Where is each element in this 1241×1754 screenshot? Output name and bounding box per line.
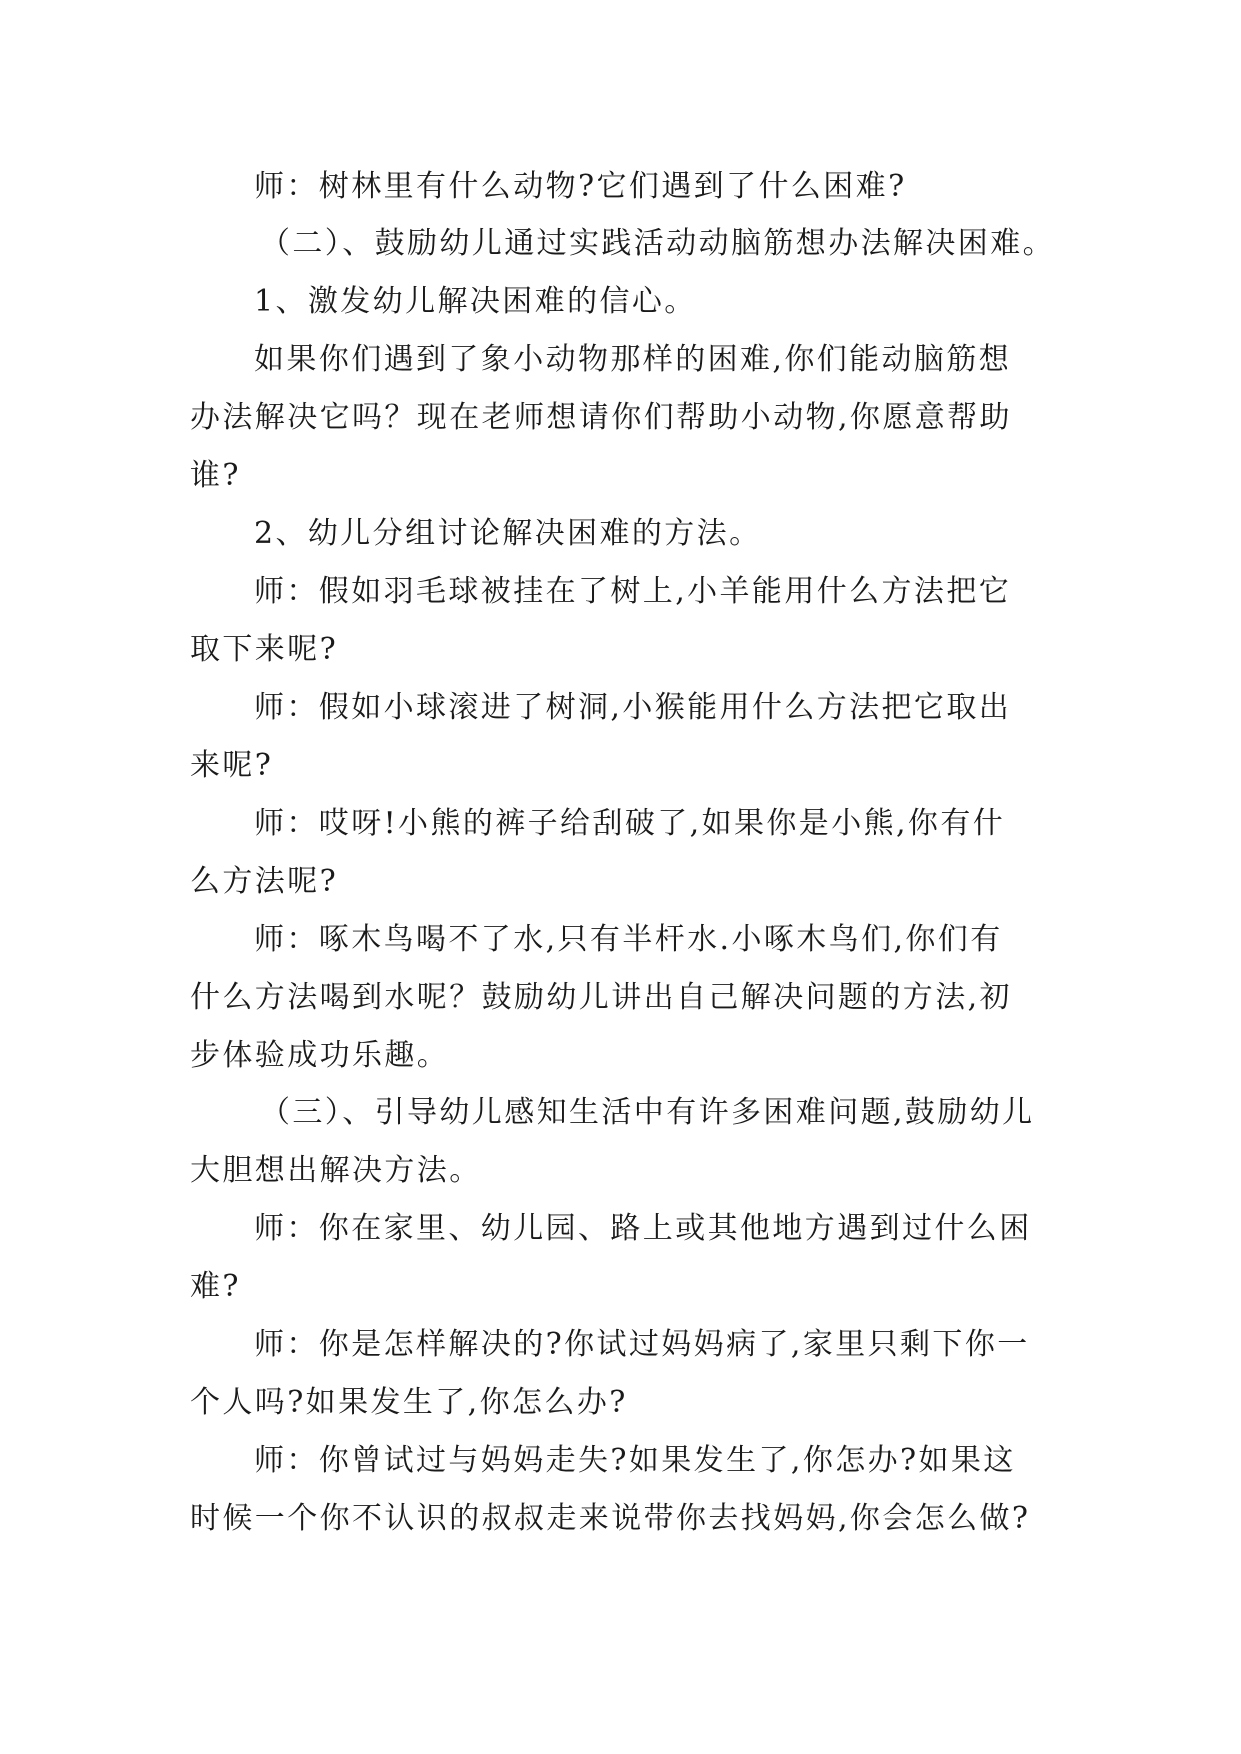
paragraph-line: 谁? <box>190 458 241 493</box>
paragraph-line: 师：树林里有什么动物?它们遇到了什么困难? <box>254 169 907 204</box>
paragraph-line: 个人吗?如果发生了,你怎么办? <box>190 1385 628 1420</box>
paragraph-line: 师：啄木鸟喝不了水,只有半杆水.小啄木鸟们,你们有 <box>254 922 1003 957</box>
section-heading: （二）、鼓励幼儿通过实践活动动脑筋想办法解决困难。 <box>260 226 1055 261</box>
paragraph-line: 师：假如羽毛球被挂在了树上,小羊能用什么方法把它 <box>254 574 1012 609</box>
paragraph-line: 如果你们遇到了象小动物那样的困难,你们能动脑筋想 <box>254 342 1012 377</box>
paragraph-line: 什么方法喝到水呢？鼓励幼儿讲出自己解决问题的方法,初 <box>190 980 1012 1015</box>
paragraph-line: 来呢? <box>190 748 274 783</box>
paragraph-line: 大胆想出解决方法。 <box>190 1153 482 1188</box>
paragraph-line: 师：假如小球滚进了树洞,小猴能用什么方法把它取出 <box>254 690 1012 725</box>
paragraph-line: 难? <box>190 1269 241 1304</box>
paragraph-line: 2、幼儿分组讨论解决困难的方法。 <box>254 516 762 551</box>
paragraph-line: 么方法呢? <box>190 864 339 899</box>
paragraph-line: 师：你曾试过与妈妈走失?如果发生了,你怎办?如果这 <box>254 1443 1016 1478</box>
paragraph-line: 步体验成功乐趣。 <box>190 1038 450 1073</box>
paragraph-line: 师：你在家里、幼儿园、路上或其他地方遇到过什么困 <box>254 1211 1032 1246</box>
paragraph-line: 办法解决它吗？现在老师想请你们帮助小动物,你愿意帮助 <box>190 400 1012 435</box>
paragraph-line: 师：你是怎样解决的?你试过妈妈病了,家里只剩下你一 <box>254 1327 1030 1362</box>
paragraph-line: 1、激发幼儿解决困难的信心。 <box>254 284 697 319</box>
paragraph-line: 师：哎呀!小熊的裤子给刮破了,如果你是小熊,你有什 <box>254 806 1006 841</box>
paragraph-line: 取下来呢? <box>190 632 339 667</box>
section-heading: （三）、引导幼儿感知生活中有许多困难问题,鼓励幼儿 <box>260 1095 1035 1130</box>
paragraph-line: 时候一个你不认识的叔叔走来说带你去找妈妈,你会怎么做? <box>190 1501 1031 1536</box>
